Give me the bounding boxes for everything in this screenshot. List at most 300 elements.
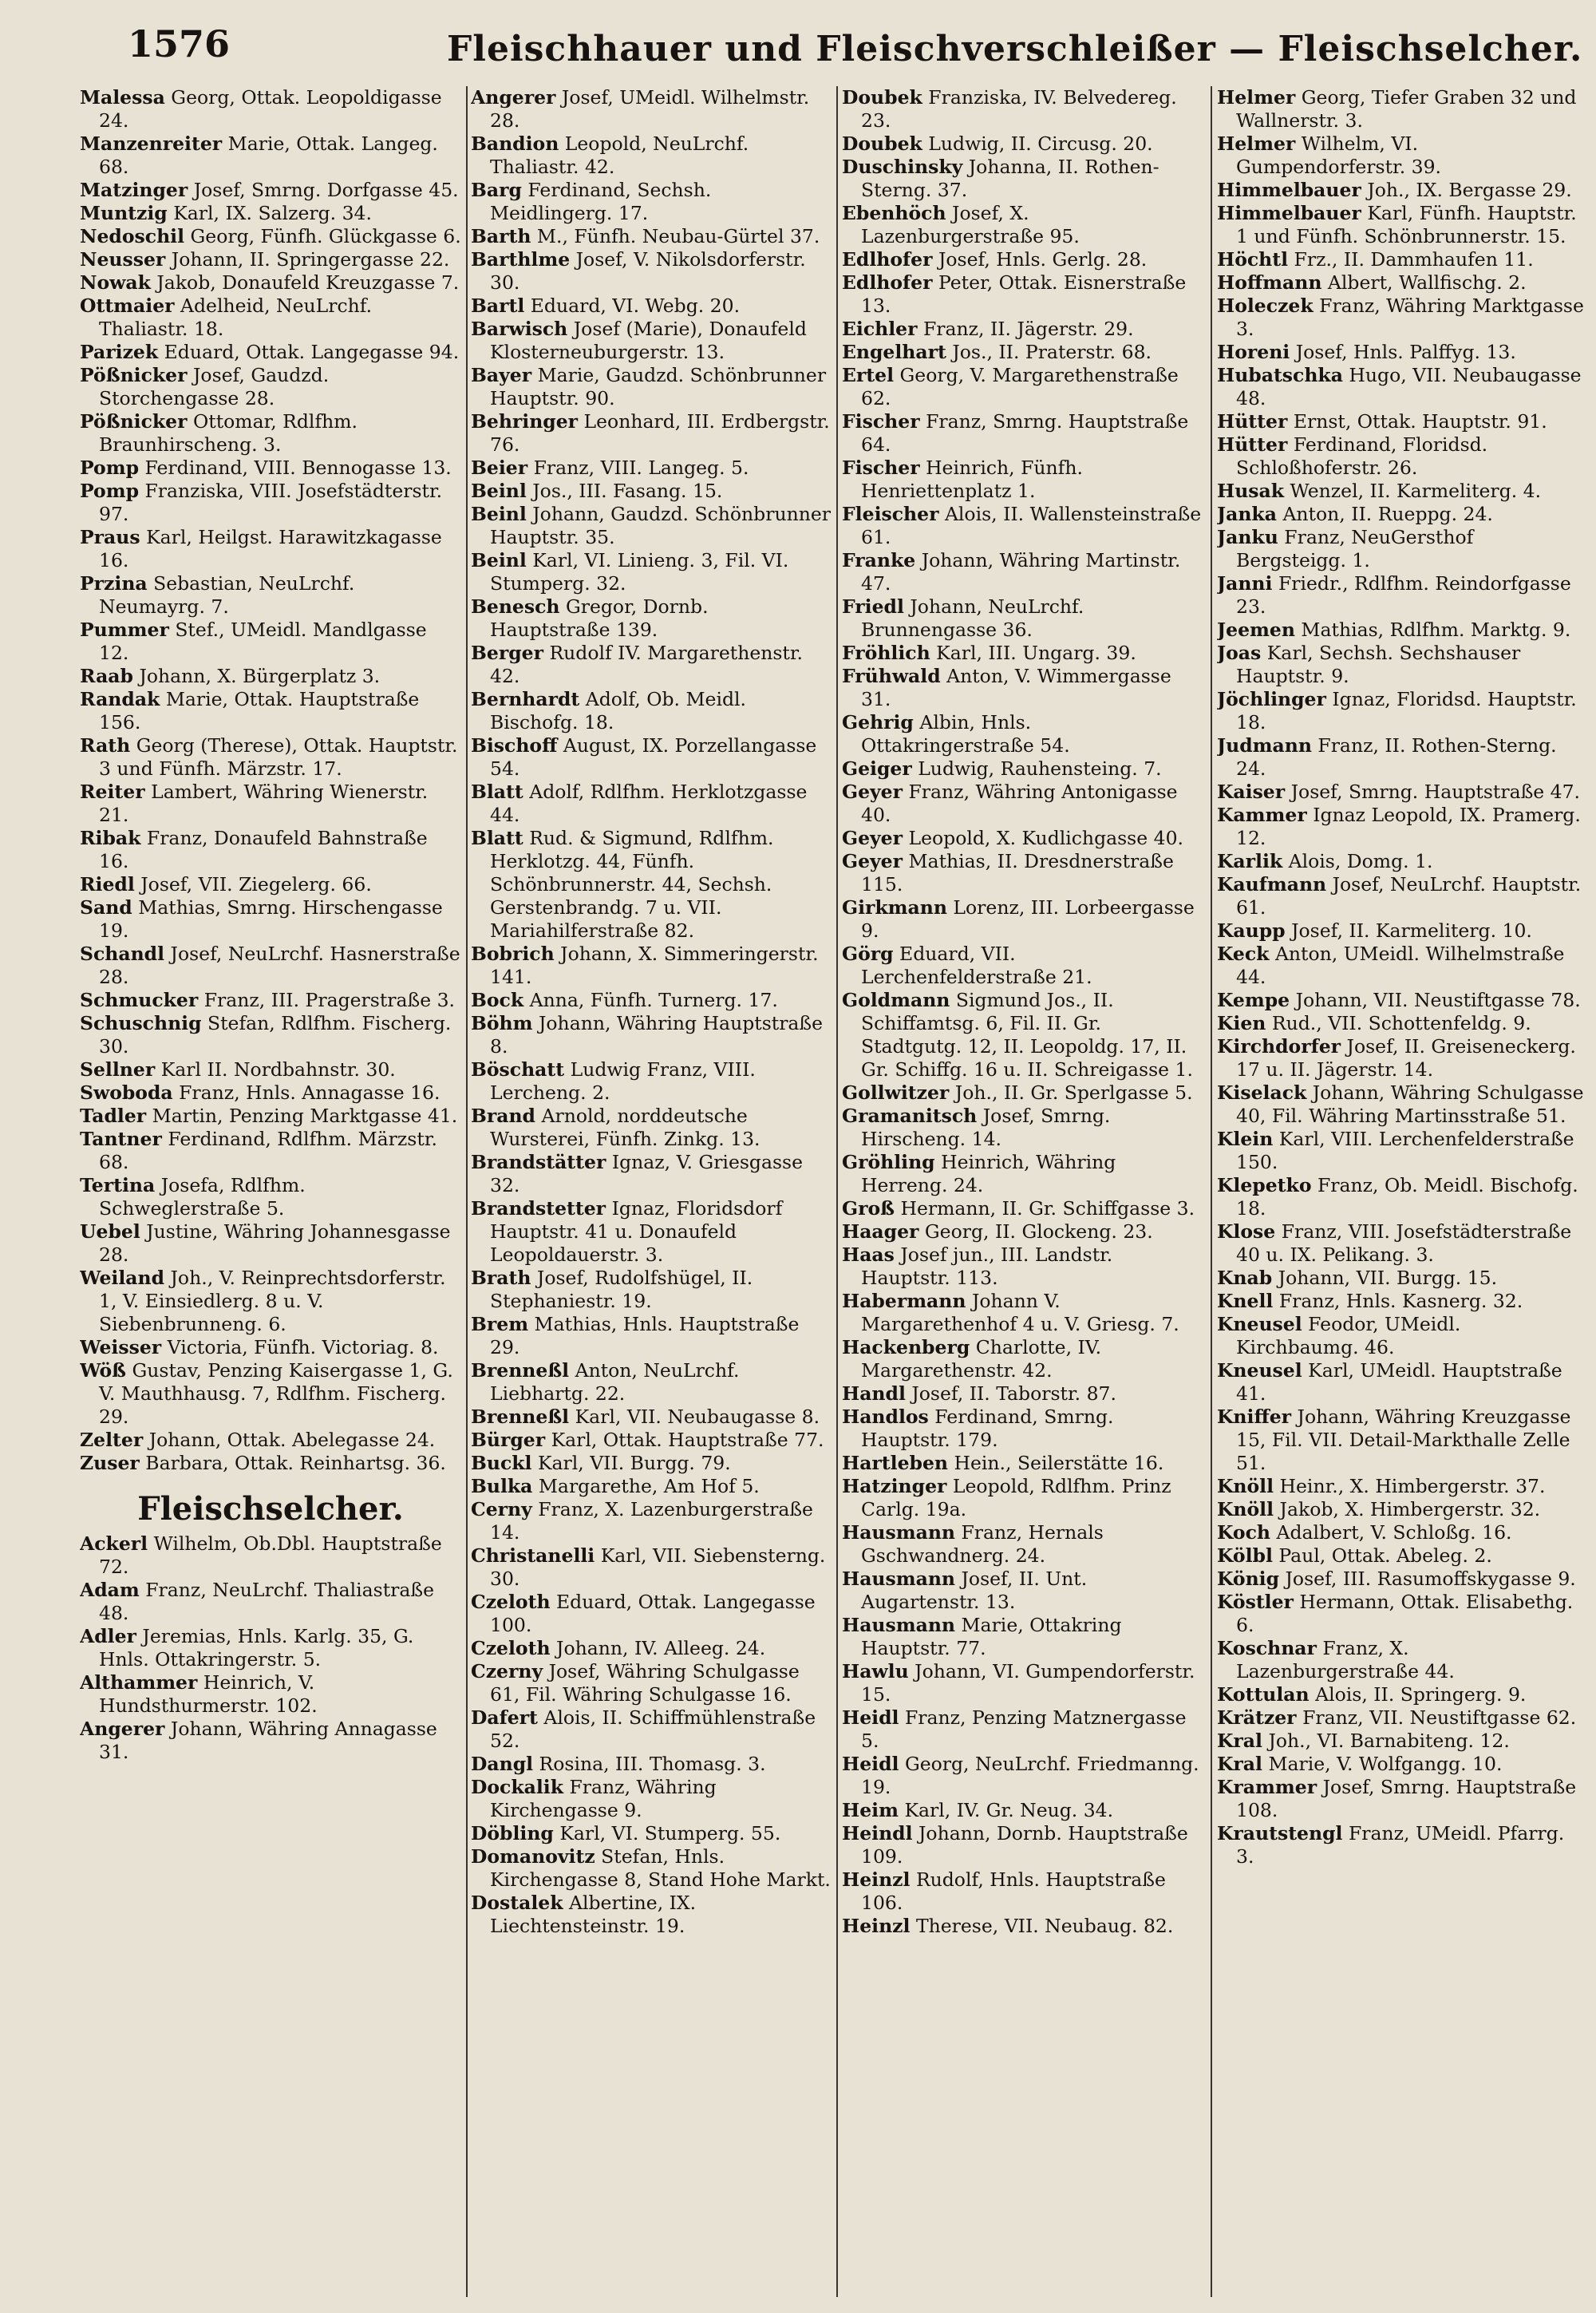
directory-entry: [471, 1452, 832, 1475]
entry-details: Rudolf IV. Margarethenstr. 42.: [490, 642, 803, 687]
directory-entry: [471, 1429, 832, 1452]
entry-surname: Swoboda: [80, 1081, 173, 1104]
entry-surname: Bartl: [471, 295, 525, 317]
entry-surname: Geyer: [842, 827, 903, 849]
entry-details: Franz, X. Lazenburgerstraße 44.: [1236, 1637, 1455, 1682]
directory-entry: [842, 1290, 1206, 1336]
directory-entry: [842, 642, 1206, 665]
entry-details: Georg (Therese), Ottak. Hauptstr. 3 und Fünfh. Märzstr. 17.: [99, 734, 458, 780]
entry-details: Josef (Marie), Donaufeld Klosterneuburgerstr. 13.: [490, 318, 807, 363]
entry-surname: Heidl: [842, 1753, 899, 1775]
directory-entry: [471, 1197, 832, 1267]
entry-surname: Görg: [842, 943, 894, 965]
entry-details: Charlotte, IV. Margarethenstr. 42.: [861, 1336, 1102, 1382]
entry-details: Alois, II. Schiffmühlenstraße 52.: [490, 1706, 816, 1752]
entry-surname: Muntzig: [80, 202, 168, 224]
directory-entry: [471, 1637, 832, 1660]
entry-surname: Buckl: [471, 1452, 532, 1474]
entry-details: Franz, II. Jägerstr. 29.: [922, 318, 1134, 340]
entry-surname: Fleischer: [842, 503, 939, 525]
entry-surname: Barg: [471, 179, 522, 201]
directory-entry: [80, 248, 461, 271]
entry-details: Feodor, UMeidl. Kirchbaumg. 46.: [1236, 1313, 1461, 1358]
entry-surname: Janka: [1217, 503, 1277, 525]
directory-entry: [80, 225, 461, 248]
entry-surname: Doubek: [842, 132, 922, 155]
directory-entry: [80, 86, 461, 132]
entry-details: Adelheid, NeuLrchf. Thaliastr. 18.: [99, 295, 373, 340]
directory-entry: [842, 1706, 1206, 1753]
entry-details: Barbara, Ottak. Reinhartsg. 36.: [145, 1452, 446, 1474]
entry-details: Georg, V. Margarethenstraße 62.: [861, 364, 1179, 409]
directory-entry: [80, 1174, 461, 1220]
entry-details: Johann, Währing Schulgasse 40, Fil. Währing Martinsstraße 51.: [1236, 1081, 1584, 1127]
directory-entry: [1217, 526, 1584, 572]
entry-surname: Bürger: [471, 1429, 546, 1451]
entry-details: Josef, Smrng. Hauptstraße 47.: [1290, 781, 1581, 803]
entry-details: Johann, II. Springergasse 22.: [171, 248, 450, 271]
entry-surname: Hoffmann: [1217, 271, 1322, 294]
entry-details: Karl, IX. Salzerg. 34.: [173, 202, 372, 224]
entry-details: Franz, Hnls. Kasnerg. 32.: [1278, 1290, 1523, 1312]
column-2: [471, 86, 832, 2297]
entry-details: Karl, VIII. Lerchenfelderstraße 150.: [1236, 1128, 1574, 1173]
entry-details: Victoria, Fünfh. Victoriag. 8.: [167, 1336, 439, 1358]
directory-entry: [842, 364, 1206, 410]
entry-surname: Hawlu: [842, 1660, 909, 1682]
directory-entry: [80, 410, 461, 457]
entry-details: Josef, X. Lazenburgerstraße 95.: [861, 202, 1080, 247]
entry-details: Ignaz, Floridsd. Hauptstr. 18.: [1236, 688, 1577, 733]
directory-entry: [1217, 1544, 1584, 1568]
entry-surname: Habermann: [842, 1290, 966, 1312]
directory-entry: [471, 1498, 832, 1544]
entry-surname: Beinl: [471, 549, 527, 571]
entry-details: Ferdinand, VIII. Bennogasse 13.: [144, 457, 452, 479]
directory-entry: [842, 1915, 1206, 1938]
entry-details: Karl, VI. Stumperg. 55.: [559, 1822, 781, 1844]
entry-surname: Schandl: [80, 943, 165, 965]
directory-entry: [1217, 295, 1584, 341]
entry-surname: Sellner: [80, 1058, 156, 1081]
entry-surname: Kral: [1217, 1753, 1262, 1775]
directory-entry: [80, 1105, 461, 1128]
entry-surname: Knab: [1217, 1267, 1273, 1289]
entry-details: Georg, Tiefer Graben 32 und Wallnerstr. 3.: [1236, 86, 1577, 132]
entry-surname: Hatzinger: [842, 1475, 947, 1497]
directory-entry: [1217, 1290, 1584, 1313]
directory-entry: [842, 1753, 1206, 1799]
directory-entry: [80, 873, 461, 896]
entry-details: Eduard, VI. Webg. 20.: [530, 295, 741, 317]
entry-surname: Bulka: [471, 1475, 533, 1497]
directory-entry: [842, 410, 1206, 457]
entry-details: Heinr., X. Himbergerstr. 37.: [1279, 1475, 1546, 1497]
entry-details: Franz, II. Rothen-Sterng. 24.: [1236, 734, 1557, 780]
directory-entry: [842, 1197, 1206, 1220]
entry-surname: Tadler: [80, 1105, 147, 1127]
entry-details: Johann, Währing Kreuzgasse 15, Fil. VII. Detail-Markthalle Zelle 51.: [1236, 1406, 1571, 1474]
entry-surname: Engelhart: [842, 341, 946, 363]
entry-surname: Sand: [80, 896, 132, 919]
entry-details: Marie, V. Wolfgangg. 10.: [1268, 1753, 1503, 1775]
entry-surname: Wöß: [80, 1359, 127, 1382]
entry-surname: Zuser: [80, 1452, 140, 1474]
directory-entry: [842, 711, 1206, 757]
directory-entry: [842, 202, 1206, 248]
entry-details: Alois, Domg. 1.: [1288, 850, 1433, 872]
entry-surname: Holeczek: [1217, 295, 1314, 317]
entry-surname: Koschnar: [1217, 1637, 1317, 1659]
directory-entry: [842, 1475, 1206, 1521]
directory-entry: [1217, 480, 1584, 503]
entry-surname: Barth: [471, 225, 531, 247]
entry-details: Marie, Gaudzd. Schönbrunner Hauptstr. 90.: [490, 364, 827, 409]
directory-entry: [80, 1625, 461, 1671]
directory-entry: [1217, 364, 1584, 410]
entry-details: Rudolf, Hnls. Hauptstraße 106.: [861, 1868, 1166, 1914]
entry-surname: Berger: [471, 642, 543, 664]
entry-surname: Klose: [1217, 1220, 1276, 1243]
entry-details: Franz, Hernals Gschwandnerg. 24.: [861, 1521, 1104, 1567]
column-rule: [466, 86, 468, 2297]
directory-entry: [1217, 1568, 1584, 1591]
entry-details: M., Fünfh. Neubau-Gürtel 37.: [536, 225, 820, 247]
directory-entry: [471, 1776, 832, 1822]
directory-entry: [471, 410, 832, 457]
directory-entry: [842, 86, 1206, 132]
entry-details: Josefa, Rdlfhm. Schweglerstraße 5.: [99, 1174, 306, 1220]
directory-entry: [80, 1267, 461, 1336]
entry-surname: Ertel: [842, 364, 895, 386]
entry-surname: Kniffer: [1217, 1406, 1292, 1428]
entry-details: Anna, Fünfh. Turnerg. 17.: [529, 989, 778, 1011]
entry-details: Karl, UMeidl. Hauptstraße 41.: [1236, 1359, 1562, 1405]
directory-entry: [1217, 1706, 1584, 1730]
entry-details: Franz, Penzing Matznergasse 5.: [861, 1706, 1187, 1752]
column-rule: [1211, 86, 1212, 2297]
directory-entry: [1217, 734, 1584, 781]
entry-details: Mathias, Smrng. Hirschengasse 19.: [99, 896, 443, 942]
running-head: Fleischhauer und Fleischverschleißer — Fleischselcher.: [447, 29, 1583, 69]
column-3: [842, 86, 1206, 2297]
entry-surname: Girkmann: [842, 896, 947, 919]
directory-entry: [842, 457, 1206, 503]
directory-entry: [842, 665, 1206, 711]
entry-details: Sigmund Jos., II. Schiffamtsg. 6, Fil. II. Gr. Stadtgutg. 12, II. Leopoldg. 17, II. Gr. Schiffg. 16 u. II. Schreigasse 1.: [861, 989, 1193, 1081]
entry-details: Leopold, NeuLrchf. Thaliastr. 42.: [490, 132, 749, 178]
entry-surname: Schmucker: [80, 989, 199, 1011]
entry-details: Marie, Ottak. Langeg. 68.: [99, 132, 438, 178]
directory-entry: [471, 1753, 832, 1776]
entry-surname: Heidl: [842, 1706, 899, 1729]
entry-details: Albert, Wallfischg. 2.: [1327, 271, 1527, 294]
directory-entry: [471, 1151, 832, 1197]
entry-details: Lorenz, III. Lorbeergasse 9.: [861, 896, 1195, 942]
directory-entry: [80, 665, 461, 688]
entry-details: Karl, III. Ungarg. 39.: [936, 642, 1136, 664]
entry-details: Josef, Smrng. Hauptstraße 108.: [1236, 1776, 1577, 1821]
directory-entry: [842, 1521, 1206, 1568]
directory-entry: [80, 943, 461, 989]
entry-surname: Blatt: [471, 827, 523, 849]
directory-entry: [471, 248, 832, 295]
entry-details: Franz, VIII. Langeg. 5.: [533, 457, 749, 479]
entry-surname: Bernhardt: [471, 688, 580, 710]
directory-entry: [842, 1382, 1206, 1406]
directory-entry: [1217, 804, 1584, 850]
entry-details: Stefan, Hnls. Kirchengasse 8, Stand Hohe Markt.: [490, 1845, 831, 1891]
entry-surname: Geiger: [842, 757, 912, 780]
entry-details: Alois, II. Springerg. 9.: [1315, 1683, 1527, 1706]
entry-surname: Horeni: [1217, 341, 1290, 363]
entry-details: Arnold, norddeutsche Wursterei, Fünfh. Zinkg. 13.: [490, 1105, 760, 1150]
entry-details: Hugo, VII. Neubaugasse 48.: [1236, 364, 1582, 409]
entry-details: Johann, Währing Annagasse 31.: [99, 1718, 437, 1763]
entry-surname: Hartleben: [842, 1452, 949, 1474]
directory-entry: [842, 989, 1206, 1081]
entry-surname: Cerny: [471, 1498, 532, 1520]
directory-entry: [842, 248, 1206, 271]
entry-details: Georg, NeuLrchf. Friedmanng. 19.: [861, 1753, 1199, 1798]
entry-surname: Kaupp: [1217, 919, 1286, 942]
entry-surname: Geyer: [842, 850, 903, 872]
entry-details: Ferdinand, Sechsh. Meidlingerg. 17.: [490, 179, 712, 224]
directory-entry: [842, 132, 1206, 156]
entry-details: Franz, Donaufeld Bahnstraße 16.: [99, 827, 428, 872]
entry-surname: Praus: [80, 526, 140, 548]
directory-entry: [842, 318, 1206, 341]
directory-entry: [1217, 1637, 1584, 1683]
entry-surname: Franke: [842, 549, 916, 571]
entry-details: Ferdinand, Floridsd. Schloßhoferstr. 26.: [1236, 433, 1488, 479]
directory-entry: [1217, 873, 1584, 919]
directory-entry: [842, 1406, 1206, 1452]
directory-entry: [1217, 919, 1584, 943]
entry-details: Franz, VII. Neustiftgasse 62.: [1302, 1706, 1577, 1729]
directory-entry: [80, 1718, 461, 1764]
directory-entry: [1217, 1174, 1584, 1220]
entry-surname: Przina: [80, 572, 148, 595]
directory-entry: [471, 318, 832, 364]
entry-surname: Adler: [80, 1625, 136, 1647]
entry-surname: Angerer: [471, 86, 556, 109]
entry-surname: Hütter: [1217, 410, 1288, 433]
entry-details: Josef, Währing Schulgasse 61, Fil. Währing Schulgasse 16.: [490, 1660, 800, 1706]
entry-details: Margarethe, Am Hof 5.: [538, 1475, 760, 1497]
entry-details: Martin, Penzing Marktgasse 41.: [152, 1105, 458, 1127]
entry-surname: Zelter: [80, 1429, 144, 1451]
directory-entry: [1217, 619, 1584, 642]
entry-surname: Höchtl: [1217, 248, 1289, 271]
entry-surname: Rath: [80, 734, 131, 757]
directory-entry: [471, 132, 832, 179]
entry-details: Wilhelm, VI. Gumpendorferstr. 39.: [1236, 132, 1442, 178]
entry-details: Johann, Währing Martinstr. 47.: [861, 549, 1181, 595]
directory-entry: [842, 156, 1206, 202]
entry-surname: Frühwald: [842, 665, 941, 687]
entry-surname: Behringer: [471, 410, 579, 433]
directory-entry: [842, 341, 1206, 364]
directory-entry: [80, 619, 461, 665]
entry-details: Frz., II. Dammhaufen 11.: [1294, 248, 1534, 271]
entry-surname: Brandstätter: [471, 1151, 606, 1173]
directory-entry: [1217, 688, 1584, 734]
entry-details: Josef, Hnls. Gerlg. 28.: [938, 248, 1148, 271]
section-heading: Fleischselcher.: [137, 1490, 404, 1528]
entry-details: Rud., VII. Schottenfeldg. 9.: [1271, 1012, 1531, 1034]
entry-surname: Brandstetter: [471, 1197, 606, 1220]
entry-surname: Hubatschka: [1217, 364, 1343, 386]
entry-details: Josef, II. Unt. Augartenstr. 13.: [861, 1568, 1088, 1613]
entry-details: Anton, UMeidl. Wilhelmstraße 44.: [1236, 943, 1565, 988]
directory-entry: [842, 781, 1206, 827]
directory-entry: [1217, 248, 1584, 271]
entry-surname: Bock: [471, 989, 524, 1011]
entry-details: Josef, V. Nikolsdorferstr. 30.: [490, 248, 806, 294]
directory-entry: [1217, 1359, 1584, 1406]
entry-details: Therese, VII. Neubaug. 82.: [915, 1915, 1174, 1937]
entry-surname: Duschinsky: [842, 156, 963, 178]
entry-details: Franz, UMeidl. Pfarrg. 3.: [1236, 1822, 1565, 1868]
entry-surname: Hausmann: [842, 1521, 956, 1544]
directory-entry: [471, 595, 832, 642]
entry-details: Heinrich, Währing Herreng. 24.: [861, 1151, 1116, 1196]
directory-entry: [1217, 572, 1584, 619]
entry-surname: Döbling: [471, 1822, 554, 1844]
directory-entry: [471, 179, 832, 225]
entry-surname: Kempe: [1217, 989, 1290, 1011]
entry-surname: Neusser: [80, 248, 166, 271]
entry-details: Jos., II. Praterstr. 68.: [952, 341, 1152, 363]
entry-surname: Heinzl: [842, 1915, 911, 1937]
entry-details: Wenzel, II. Karmeliterg. 4.: [1290, 480, 1542, 502]
entry-details: Johann, VII. Neustiftgasse 78.: [1295, 989, 1581, 1011]
entry-surname: Klepetko: [1217, 1174, 1312, 1196]
entry-details: Ferdinand, Smrng. Hauptstr. 179.: [861, 1406, 1114, 1451]
entry-surname: Fischer: [842, 457, 920, 479]
entry-details: Franz, Smrng. Hauptstraße 64.: [861, 410, 1189, 456]
directory-entry: [80, 1058, 461, 1081]
directory-entry: [80, 1012, 461, 1058]
entry-details: Johann, IV. Alleeg. 24.: [556, 1637, 766, 1659]
entry-surname: Knöll: [1217, 1475, 1274, 1497]
directory-entry: [1217, 86, 1584, 132]
entry-details: Ludwig, Rauhensteing. 7.: [918, 757, 1162, 780]
entry-surname: Keck: [1217, 943, 1270, 965]
entry-surname: Gehrig: [842, 711, 914, 733]
directory-entry: [471, 989, 832, 1012]
entry-surname: Kral: [1217, 1730, 1262, 1752]
entry-surname: Barwisch: [471, 318, 568, 340]
directory-entry: [471, 503, 832, 549]
entry-surname: Reiter: [80, 781, 145, 803]
directory-entry: [471, 480, 832, 503]
entry-surname: Angerer: [80, 1718, 165, 1740]
entry-surname: Brenneßl: [471, 1359, 570, 1382]
entry-details: Friedr., Rdlfhm. Reindorfgasse 23.: [1236, 572, 1571, 618]
directory-entry: [471, 827, 832, 943]
directory-entry: [1217, 202, 1584, 248]
entry-details: Franz, Währing Antonigasse 40.: [861, 781, 1178, 826]
directory-entry: [80, 179, 461, 202]
directory-entry: [80, 295, 461, 341]
directory-entry: [842, 1614, 1206, 1660]
entry-details: Franz, NeuLrchf. Thaliastraße 48.: [99, 1579, 435, 1624]
directory-entry: [80, 1220, 461, 1267]
directory-entry: [1217, 1591, 1584, 1637]
directory-entry: [80, 896, 461, 943]
directory-entry: [80, 526, 461, 572]
entry-surname: Heindl: [842, 1822, 913, 1844]
entry-surname: Czerny: [471, 1660, 543, 1682]
entry-surname: Fischer: [842, 410, 920, 433]
entry-surname: Ottmaier: [80, 295, 175, 317]
entry-surname: Himmelbauer: [1217, 179, 1361, 201]
directory-entry: [471, 781, 832, 827]
entry-surname: Krätzer: [1217, 1706, 1297, 1729]
directory-entry: [842, 1081, 1206, 1105]
entry-surname: Gollwitzer: [842, 1081, 950, 1104]
entry-surname: Matzinger: [80, 179, 188, 201]
entry-details: Lambert, Währing Wienerstr. 21.: [99, 781, 429, 826]
directory-entry: [471, 225, 832, 248]
entry-details: Mathias, Rdlfhm. Marktg. 9.: [1301, 619, 1571, 641]
entry-surname: Gramanitsch: [842, 1105, 978, 1127]
entry-details: Adalbert, V. Schloßg. 16.: [1276, 1521, 1512, 1544]
directory-entry: [842, 943, 1206, 989]
entry-surname: Eichler: [842, 318, 918, 340]
directory-entry: [1217, 132, 1584, 179]
directory-entry: [842, 549, 1206, 595]
directory-entry: [1217, 1521, 1584, 1544]
entry-surname: Köstler: [1217, 1591, 1294, 1613]
directory-entry: [1217, 433, 1584, 480]
entry-surname: König: [1217, 1568, 1280, 1590]
entry-surname: Nowak: [80, 271, 151, 294]
entry-surname: Adam: [80, 1579, 140, 1601]
directory-entry: [842, 1568, 1206, 1614]
directory-entry: [471, 1706, 832, 1753]
entry-details: Wilhelm, Ob.Dbl. Hauptstraße 72.: [99, 1532, 442, 1578]
entry-details: Josef, III. Rasumoffskygasse 9.: [1285, 1568, 1576, 1590]
directory-entry: [80, 734, 461, 781]
directory-entry: [471, 1058, 832, 1105]
entry-details: Jakob, Donaufeld Kreuzgasse 7.: [156, 271, 460, 294]
directory-entry: [80, 1128, 461, 1174]
entry-details: Mathias, Hnls. Hauptstraße 29.: [490, 1313, 800, 1358]
entry-surname: Pomp: [80, 457, 140, 479]
directory-entry: [471, 1660, 832, 1706]
entry-details: Johann, NeuLrchf. Brunnengasse 36.: [861, 595, 1084, 641]
entry-surname: Nedoschil: [80, 225, 185, 247]
entry-details: Georg, II. Glockeng. 23.: [924, 1220, 1153, 1243]
entry-details: Marie, Ottak. Hauptstraße 156.: [99, 688, 420, 733]
directory-entry: [842, 1151, 1206, 1197]
directory-entry: [1217, 271, 1584, 295]
directory-columns: [80, 86, 1584, 2297]
entry-details: Josef, VII. Ziegelerg. 66.: [140, 873, 372, 896]
directory-entry: [1217, 1822, 1584, 1868]
entry-surname: Pößnicker: [80, 364, 188, 386]
directory-entry: [1217, 1498, 1584, 1521]
directory-entry: [471, 549, 832, 595]
directory-entry: [80, 1359, 461, 1429]
entry-surname: Doubek: [842, 86, 922, 109]
directory-entry: [842, 1822, 1206, 1868]
directory-entry: [471, 1544, 832, 1591]
directory-entry: [80, 1081, 461, 1105]
